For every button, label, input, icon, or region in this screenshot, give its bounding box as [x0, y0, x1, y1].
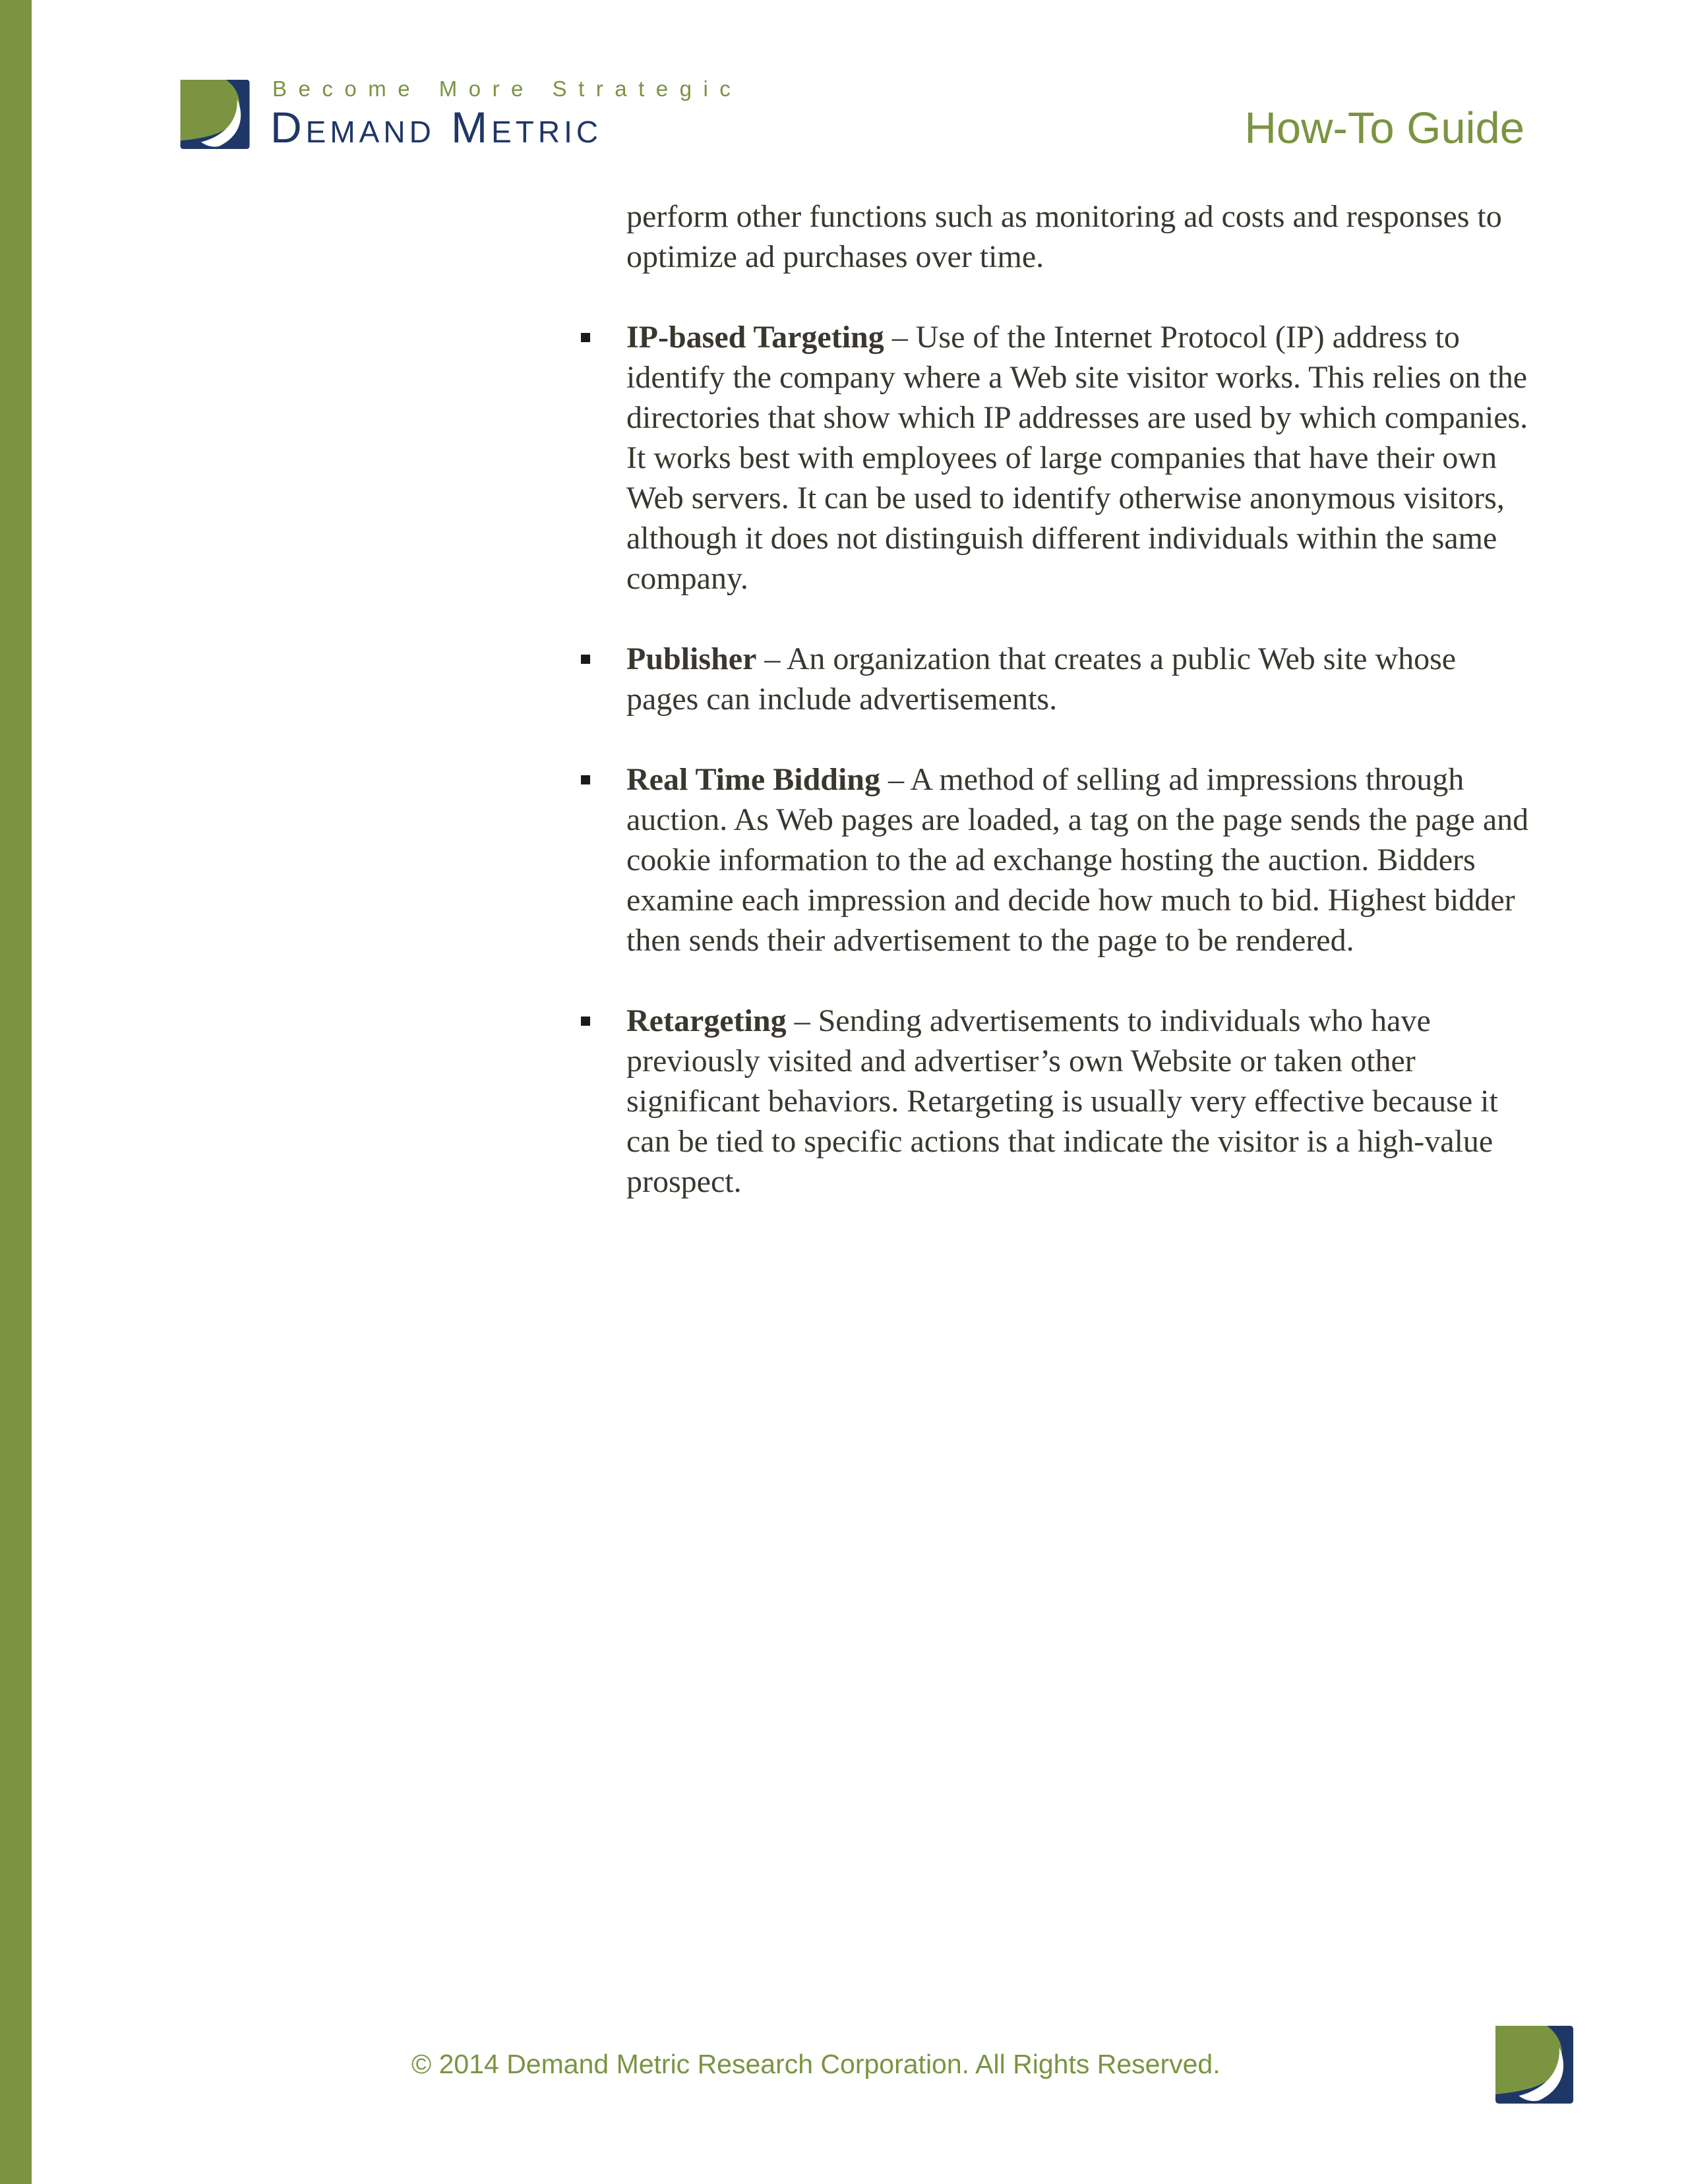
glossary-item-ip-based-targeting [626, 317, 1530, 599]
copyright-footer: © 2014 Demand Metric Research Corporation. All Rights Reserved. [411, 2049, 1221, 2079]
bullet-icon [581, 655, 590, 664]
glossary-term: Retargeting [626, 1003, 787, 1038]
brand-tagline: Become More Strategic [272, 76, 742, 101]
glossary-definition: – A method of selling ad impressions through auction. As Web pages are loaded, a tag on the page sends the page and cookie information to the ad exchange hosting the auction. Bidders examine each impression and decide how much to bid. Highest bidder then sends their advertisement to the page to be rendered. [626, 762, 1529, 958]
glossary-list [626, 317, 1530, 1202]
bullet-icon [581, 1017, 590, 1026]
bullet-icon [581, 775, 590, 784]
footer-logo-icon [1495, 2026, 1573, 2104]
document-type-label: How-To Guide [1244, 103, 1524, 153]
glossary-content [626, 196, 1530, 1202]
demand-metric-logo-icon [179, 80, 251, 149]
glossary-term: Real Time Bidding [626, 762, 880, 797]
glossary-term: IP-based Targeting [626, 320, 884, 355]
glossary-item-real-time-bidding [626, 759, 1530, 960]
glossary-term: Publisher [626, 641, 757, 676]
glossary-definition: – Sending advertisements to individuals who have previously visited and advertiser’s own Website or taken other significant behaviors. Retargeting is usually very effective because it can be tied to specific actions that indicate the visitor is a high-value prospect. [626, 1003, 1498, 1199]
glossary-item-publisher [626, 639, 1530, 719]
left-accent-bar [0, 0, 32, 2184]
bullet-icon [581, 333, 590, 342]
brand-name: Demand Metric [270, 103, 603, 152]
continuation-paragraph: perform other functions such as monitoring ad costs and responses to optimize ad purchases over time. [626, 199, 1502, 274]
glossary-definition: – An organization that creates a public Web site whose pages can include advertisements. [626, 641, 1457, 717]
glossary-item-retargeting [626, 1001, 1530, 1202]
glossary-definition: – Use of the Internet Protocol (IP) address to identify the company where a Web site visitor works. This relies on the directories that show which IP addresses are used by which companies. It works best with employees of large companies that have their own Web servers. It can be used to identify otherwise anonymous visitors, although it does not distinguish different individuals within the same company. [626, 320, 1528, 596]
